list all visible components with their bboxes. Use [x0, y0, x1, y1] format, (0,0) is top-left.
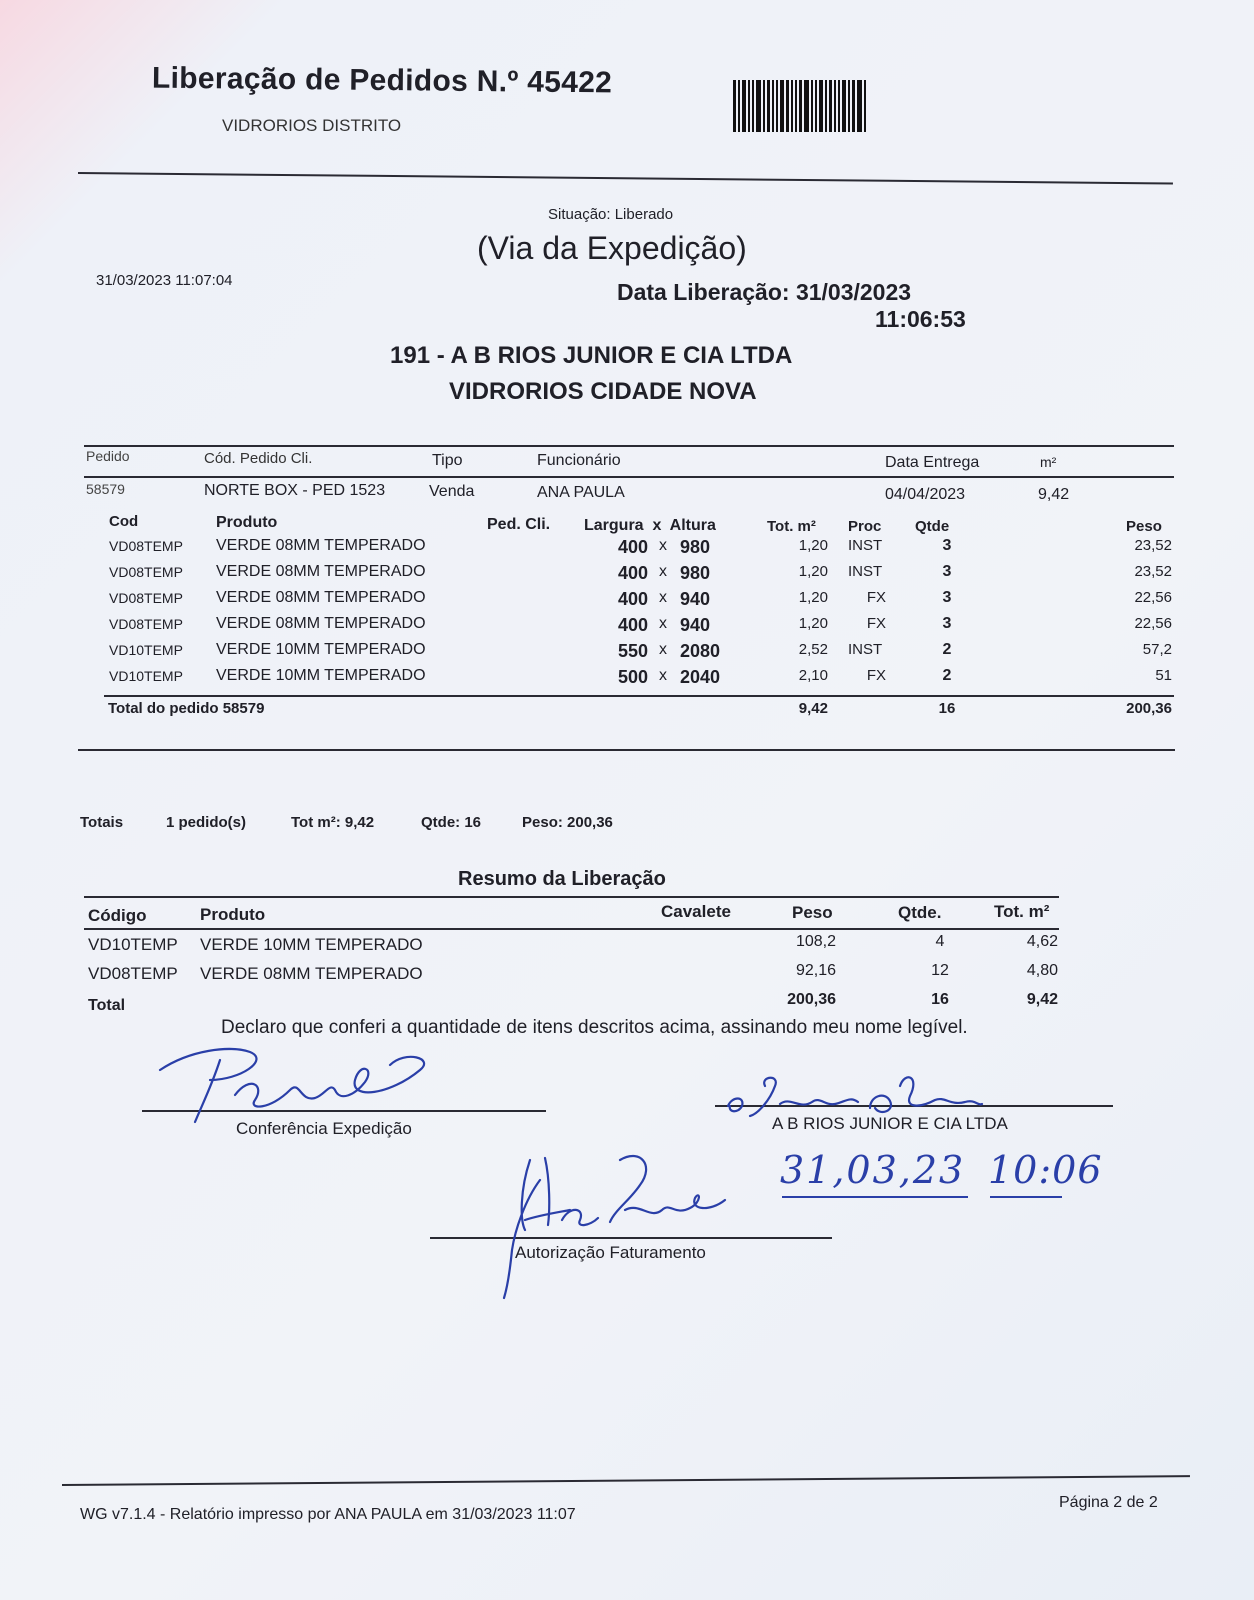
- header-divider: [78, 172, 1173, 185]
- summary-codigo: VD08TEMP: [88, 964, 178, 983]
- item-x: x: [659, 563, 667, 580]
- conferencia-signature: [150, 1040, 450, 1130]
- summary-produto: VERDE 10MM TEMPERADO: [200, 935, 423, 954]
- items-col-produto: Produto: [216, 514, 278, 531]
- item-peso: 23,52: [1134, 537, 1172, 554]
- summary-col-qtde: Qtde.: [898, 903, 942, 922]
- totals-tot-m2: Tot m²: 9,42: [291, 814, 375, 831]
- item-altura: 980: [680, 537, 711, 557]
- item-cod: VD10TEMP: [109, 642, 183, 658]
- handwritten-time-underline: [990, 1196, 1062, 1198]
- col-cod-pedido-cli: Cód. Pedido Cli.: [204, 450, 313, 467]
- item-qtde: 3: [942, 537, 952, 554]
- summary-total-peso: 200,36: [787, 991, 836, 1008]
- conferencia-label: Conferência Expedição: [236, 1119, 412, 1138]
- barcode-icon: [733, 80, 923, 132]
- col-funcionario: Funcionário: [537, 452, 621, 469]
- item-altura: 2080: [680, 641, 721, 661]
- order-tipo: Venda: [429, 483, 475, 500]
- item-produto: VERDE 08MM TEMPERADO: [216, 563, 426, 580]
- items-col-cod: Cod: [109, 513, 139, 530]
- item-qtde: 3: [942, 615, 952, 632]
- summary-codigo: VD10TEMP: [88, 935, 178, 954]
- client-signature: [720, 1066, 990, 1126]
- item-tot: 1,20: [798, 615, 828, 632]
- summary-col-produto: Produto: [200, 905, 266, 924]
- release-time: 11:06:53: [875, 306, 966, 332]
- summary-total-qtde: 16: [931, 991, 949, 1008]
- totals-label: Totais: [80, 814, 124, 831]
- autorizacao-signature: [490, 1150, 740, 1300]
- item-proc: INST: [848, 537, 883, 554]
- summary-produto: VERDE 08MM TEMPERADO: [200, 964, 423, 983]
- summary-col-peso: Peso: [792, 903, 833, 922]
- footer-printed-by: WG v7.1.4 - Relatório impresso por ANA PAULA em 31/03/2023 11:07: [80, 1506, 576, 1523]
- item-largura: 400: [617, 615, 648, 635]
- item-proc: FX: [866, 615, 886, 632]
- summary-peso: 108,2: [795, 933, 836, 950]
- item-produto: VERDE 08MM TEMPERADO: [216, 589, 426, 606]
- totals-peso: Peso: 200,36: [522, 814, 613, 831]
- items-col-qtde: Qtde: [915, 518, 950, 535]
- summary-qtde: 12: [931, 962, 949, 979]
- footer-page-number: Página 2 de 2: [1059, 1494, 1158, 1511]
- order-total-m2: 9,42: [798, 700, 828, 717]
- col-tipo: Tipo: [432, 452, 463, 469]
- autorizacao-label: Autorização Faturamento: [515, 1243, 706, 1262]
- item-tot: 1,20: [798, 563, 828, 580]
- summary-tot: 4,80: [1026, 962, 1058, 979]
- summary-total-tot: 9,42: [1026, 991, 1058, 1008]
- summary-title: Resumo da Liberação: [458, 868, 666, 890]
- via-label: (Via da Expedição): [477, 230, 747, 266]
- item-peso: 22,56: [1134, 589, 1172, 606]
- item-cod: VD10TEMP: [109, 668, 183, 684]
- summary-tot: 4,62: [1026, 933, 1058, 950]
- item-altura: 940: [680, 589, 711, 609]
- item-proc: FX: [866, 589, 886, 606]
- col-pedido: Pedido: [86, 448, 130, 464]
- item-altura: 940: [680, 615, 711, 635]
- item-proc: INST: [848, 563, 883, 580]
- items-col-proc: Proc: [848, 518, 882, 535]
- item-proc: INST: [848, 641, 883, 658]
- item-cod: VD08TEMP: [109, 564, 183, 580]
- order-top-line: [84, 445, 1174, 447]
- item-peso: 22,56: [1134, 615, 1172, 632]
- handwritten-time: 10:06: [988, 1148, 1103, 1192]
- item-produto: VERDE 10MM TEMPERADO: [216, 641, 426, 658]
- company-subtitle: VIDRORIOS DISTRITO: [222, 116, 402, 135]
- col-data-entrega: Data Entrega: [885, 454, 980, 471]
- totals-pedidos: 1 pedido(s): [166, 814, 247, 831]
- document-title: Liberação de Pedidos N.º 45422: [151, 61, 613, 100]
- item-tot: 2,52: [798, 641, 828, 658]
- summary-col-tot: Tot. m²: [994, 902, 1050, 921]
- items-bottom-line: [78, 749, 1175, 751]
- handwritten-date: 31,03,23: [780, 1148, 966, 1192]
- item-peso: 51: [1155, 667, 1172, 684]
- item-produto: VERDE 08MM TEMPERADO: [216, 615, 426, 632]
- item-cod: VD08TEMP: [109, 616, 183, 632]
- items-col-largura-altura: Largura x Altura: [584, 517, 716, 534]
- item-x: x: [659, 589, 667, 606]
- item-produto: VERDE 10MM TEMPERADO: [216, 667, 426, 684]
- item-altura: 980: [680, 563, 711, 583]
- items-col-ped-cli: Ped. Cli.: [487, 516, 551, 533]
- item-x: x: [659, 641, 667, 658]
- item-qtde: 3: [942, 589, 952, 606]
- summary-qtde: 4: [935, 933, 945, 950]
- col-m2: m²: [1040, 454, 1057, 470]
- item-proc: FX: [866, 667, 886, 684]
- status-text: Situação: Liberado: [548, 206, 674, 223]
- item-cod: VD08TEMP: [109, 590, 183, 606]
- handwritten-date-underline: [782, 1196, 968, 1198]
- item-qtde: 3: [942, 563, 952, 580]
- item-cod: VD08TEMP: [109, 538, 183, 554]
- client-signature-label: A B RIOS JUNIOR E CIA LTDA: [772, 1114, 1008, 1133]
- summary-top-line: [84, 896, 1059, 898]
- declaration-text: Declaro que conferi a quantidade de itens descritos acima, assinando meu nome legível.: [221, 1017, 968, 1038]
- items-col-tot-m2: Tot. m²: [767, 518, 816, 535]
- item-peso: 23,52: [1134, 563, 1172, 580]
- order-funcionario: ANA PAULA: [537, 484, 625, 501]
- client-store: VIDRORIOS CIDADE NOVA: [449, 378, 757, 405]
- item-largura: 400: [617, 589, 648, 609]
- footer-line: [62, 1475, 1190, 1486]
- item-qtde: 2: [942, 667, 952, 684]
- order-total-label: Total do pedido 58579: [108, 700, 265, 717]
- totals-qtde: Qtde: 16: [421, 814, 482, 831]
- order-pedido: 58579: [86, 481, 125, 497]
- item-produto: VERDE 08MM TEMPERADO: [216, 537, 426, 554]
- item-tot: 1,20: [798, 537, 828, 554]
- summary-col-cavalete: Cavalete: [661, 902, 731, 921]
- order-data-entrega: 04/04/2023: [885, 486, 966, 503]
- summary-col-codigo: Código: [88, 906, 147, 925]
- item-tot: 2,10: [798, 667, 828, 684]
- item-x: x: [659, 615, 667, 632]
- item-x: x: [659, 667, 667, 684]
- order-cod-pedido-cli: NORTE BOX - PED 1523: [204, 482, 386, 499]
- item-largura: 500: [617, 667, 648, 687]
- summary-peso: 92,16: [795, 962, 836, 979]
- client-name: 191 - A B RIOS JUNIOR E CIA LTDA: [390, 342, 793, 369]
- release-date: Data Liberação: 31/03/2023: [617, 279, 912, 305]
- item-largura: 550: [617, 641, 648, 661]
- item-largura: 400: [617, 563, 648, 583]
- items-col-peso: Peso: [1126, 518, 1162, 535]
- items-total-line: [104, 695, 1174, 697]
- order-header-line: [84, 476, 1174, 478]
- item-tot: 1,20: [798, 589, 828, 606]
- summary-header-line: [84, 928, 1059, 930]
- item-qtde: 2: [942, 641, 952, 658]
- order-m2: 9,42: [1038, 486, 1070, 503]
- order-total-peso: 200,36: [1126, 700, 1172, 717]
- print-timestamp: 31/03/2023 11:07:04: [96, 272, 233, 289]
- item-x: x: [659, 537, 667, 554]
- order-total-qtde: 16: [938, 700, 956, 717]
- item-peso: 57,2: [1142, 641, 1172, 658]
- item-largura: 400: [617, 537, 648, 557]
- item-altura: 2040: [680, 667, 721, 687]
- summary-total-label: Total: [88, 997, 126, 1014]
